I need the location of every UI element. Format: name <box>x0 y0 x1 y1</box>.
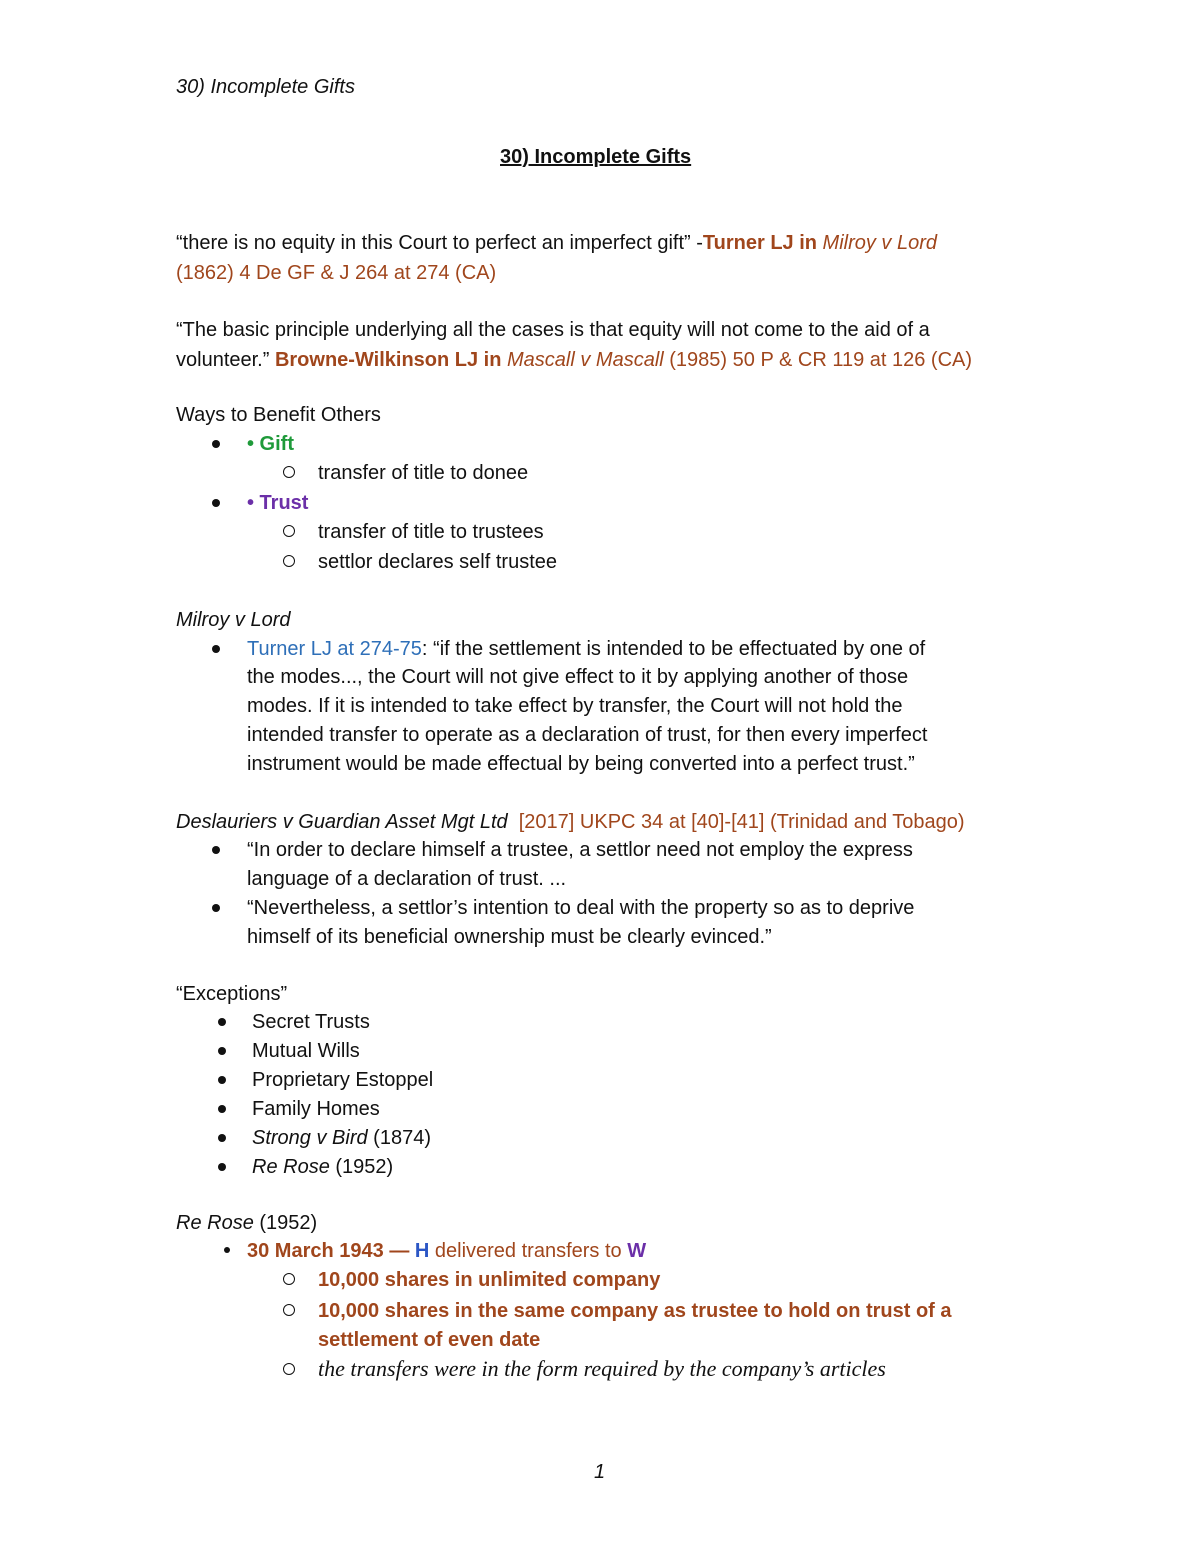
deslauriers-b1-line-1: “In order to declare himself a trustee, a settlor need not employ the express <box>247 839 913 861</box>
rerose-h: H <box>414 1240 430 1262</box>
exception-item: Mutual Wills <box>252 1040 360 1062</box>
milroy-line-1 <box>247 634 925 664</box>
bullet-icon <box>224 1247 230 1253</box>
bullet-icon <box>212 499 220 507</box>
bullet-icon <box>212 904 220 912</box>
deslauriers-b2-line-2: himself of its beneficial ownership must be clearly evinced.” <box>247 926 772 948</box>
exception-item-re-rose: Re Rose (1952) <box>252 1156 394 1178</box>
bullet-icon <box>218 1018 226 1026</box>
rerose-shares-1: 10,000 shares in unlimited company <box>318 1269 661 1291</box>
quote-2-judge: Browne-Wilkinson LJ in <box>274 349 508 371</box>
ways-gift-sub: transfer of title to donee <box>318 462 529 484</box>
exception-item-strong-v-bird: Strong v Bird (1874) <box>252 1127 431 1149</box>
circle-bullet-icon <box>283 1273 295 1285</box>
milroy-colon: : <box>421 638 434 660</box>
bullet-icon <box>212 645 220 653</box>
rerose-date: 30 March 1943 — <box>247 1240 415 1262</box>
milroy-line-4: intended transfer to operate as a declaration of trust, for then every imperfect <box>247 724 928 746</box>
quote-2-text: volunteer.” <box>176 349 275 371</box>
quote-2-case: Mascall v Mascall <box>507 349 664 371</box>
document-title: 30) Incomplete Gifts <box>500 146 692 168</box>
quote-1-text: “there is no equity in this Court to perfect an imperfect gift” <box>176 232 697 254</box>
bullet-icon <box>218 1134 226 1142</box>
milroy-heading: Milroy v Lord <box>176 609 291 631</box>
bullet-icon <box>218 1163 226 1171</box>
circle-bullet-icon <box>283 555 295 567</box>
milroy-citation: Turner LJ at 274-75 <box>247 638 422 660</box>
ways-trust-sub-1: transfer of title to trustees <box>318 521 544 543</box>
rerose-delivered: delivered transfers to <box>429 1240 628 1262</box>
bullet-icon <box>212 846 220 854</box>
rerose-fact-line <box>247 1236 646 1266</box>
quote-2-line-1: “The basic principle underlying all the cases is that equity will not come to the aid of a <box>176 319 930 341</box>
milroy-line-3: modes. If it is intended to take effect by transfer, the Court will not hold the <box>247 695 903 717</box>
circle-bullet-icon <box>283 1363 295 1375</box>
quote-1-dash: - <box>696 232 703 254</box>
milroy-quote-start: “if the settlement is intended to be effectuated by one of <box>433 638 926 660</box>
circle-bullet-icon <box>283 525 295 537</box>
circle-bullet-icon <box>283 466 295 478</box>
rerose-w: W <box>627 1240 647 1262</box>
rerose-transfers-note: the transfers were in the form required by the company’s articles <box>318 1356 886 1381</box>
ways-trust-sub-2: settlor declares self trustee <box>318 551 557 573</box>
exception-item: Secret Trusts <box>252 1011 370 1033</box>
ways-heading: Ways to Benefit Others <box>176 404 381 426</box>
bullet-icon <box>218 1076 226 1084</box>
rerose-heading: Re Rose (1952) <box>176 1212 318 1234</box>
page-number: 1 <box>594 1461 606 1483</box>
deslauriers-b1-line-2: language of a declaration of trust. ... <box>247 868 567 890</box>
quote-1-line-1 <box>176 228 937 258</box>
milroy-line-5: instrument would be made effectual by being converted into a perfect trust.” <box>247 753 915 775</box>
bullet-icon <box>218 1047 226 1055</box>
circle-bullet-icon <box>283 1304 295 1316</box>
deslauriers-heading <box>176 807 965 837</box>
rerose-shares-2-line-1: 10,000 shares in the same company as trustee to hold on trust of a <box>318 1300 952 1322</box>
exception-item: Proprietary Estoppel <box>252 1069 434 1091</box>
exception-item: Family Homes <box>252 1098 380 1120</box>
quote-2-citation: (1985) 50 P & CR 119 at 126 (CA) <box>663 349 973 371</box>
ways-gift-label: • Gift <box>247 433 294 455</box>
ways-trust-label: • Trust <box>247 492 309 514</box>
quote-1-citation: (1862) 4 De GF & J 264 at 274 (CA) <box>176 262 497 284</box>
quote-1-case: Milroy v Lord <box>822 232 938 254</box>
milroy-line-2: the modes..., the Court will not give effect to it by applying another of those <box>247 666 909 688</box>
deslauriers-b2-line-1: “Nevertheless, a settlor’s intention to deal with the property so as to deprive <box>247 897 915 919</box>
exceptions-heading: “Exceptions” <box>176 983 288 1005</box>
running-header: 30) Incomplete Gifts <box>176 76 355 98</box>
deslauriers-citation: [2017] UKPC 34 at [40]-[41] (Trinidad and Tobago) <box>518 811 965 833</box>
rerose-shares-2-line-2: settlement of even date <box>318 1329 541 1351</box>
quote-2-line-2 <box>176 345 972 375</box>
deslauriers-case: Deslauriers v Guardian Asset Mgt Ltd <box>176 811 508 833</box>
quote-1-judge: Turner LJ in <box>702 232 823 254</box>
bullet-icon <box>218 1105 226 1113</box>
bullet-icon <box>212 440 220 448</box>
